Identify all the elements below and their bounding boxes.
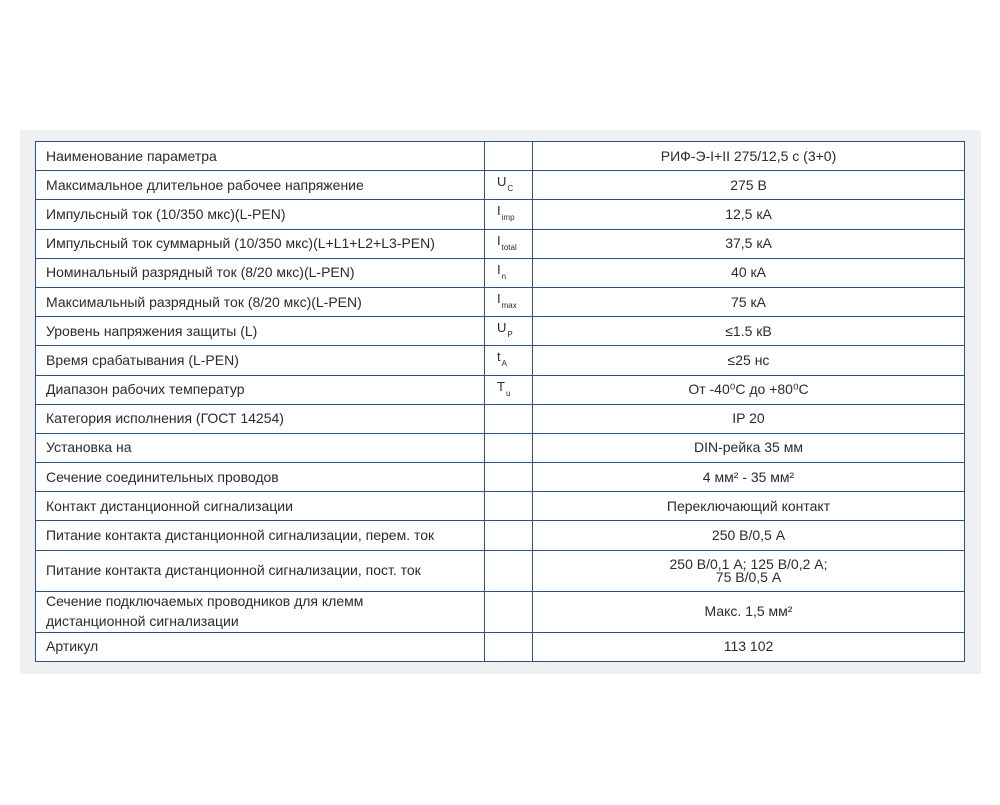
param-value: 40 кА	[533, 258, 965, 287]
symbol-letter: U	[497, 174, 507, 190]
param-value: 250 В/0,5 А	[533, 521, 965, 550]
table-row	[36, 433, 965, 462]
symbol-subscript: A	[501, 359, 507, 369]
param-value: РИФ-Э-I+II 275/12,5 с (3+0)	[533, 142, 965, 171]
table-row	[36, 142, 965, 171]
table-row	[36, 632, 965, 661]
param-name	[36, 591, 485, 632]
table-row	[36, 171, 965, 200]
param-symbol	[485, 591, 533, 632]
param-value: ≤25 нс	[533, 346, 965, 375]
param-name: Максимальное длительное рабочее напряжение	[36, 171, 485, 200]
param-name: Диапазон рабочих температур	[36, 375, 485, 404]
param-name: Контакт дистанционной сигнализации	[36, 492, 485, 521]
param-symbol	[485, 287, 533, 316]
table-row	[36, 346, 965, 375]
symbol-letter: I	[497, 261, 501, 277]
param-name: Питание контакта дистанционной сигнализации, пост. ток	[36, 550, 485, 591]
param-symbol	[485, 229, 533, 258]
param-name: Импульсный ток суммарный (10/350 мкс)(L+L1+L2+L3-PEN)	[36, 229, 485, 258]
param-name: Питание контакта дистанционной сигнализации, перем. ток	[36, 521, 485, 550]
param-symbol	[485, 492, 533, 521]
param-value: 37,5 кА	[533, 229, 965, 258]
param-value: IP 20	[533, 404, 965, 433]
param-symbol	[485, 550, 533, 591]
param-value: 275 В	[533, 171, 965, 200]
table-row	[36, 375, 965, 404]
param-value: ≤1.5 кВ	[533, 317, 965, 346]
symbol-subscript: total	[501, 242, 517, 252]
symbol-letter: I	[497, 291, 501, 307]
table-row	[36, 550, 965, 591]
symbol-letter: T	[497, 378, 505, 394]
symbol-subscript: u	[505, 388, 511, 398]
table-row	[36, 258, 965, 287]
param-value	[533, 550, 965, 591]
param-value: 4 мм² - 35 мм²	[533, 463, 965, 492]
param-symbol	[485, 258, 533, 287]
param-name: Максимальный разрядный ток (8/20 мкс)(L-PEN)	[36, 287, 485, 316]
param-symbol	[485, 346, 533, 375]
table-row	[36, 463, 965, 492]
table-row	[36, 404, 965, 433]
param-name: Импульсный ток (10/350 мкс)(L-PEN)	[36, 200, 485, 229]
param-symbol	[485, 433, 533, 462]
param-symbol	[485, 142, 533, 171]
param-name: Установка на	[36, 433, 485, 462]
param-value: От -40⁰С до +80⁰С	[533, 375, 965, 404]
table-row	[36, 521, 965, 550]
value-line: 75 В/0,5 А	[715, 568, 782, 585]
param-symbol	[485, 632, 533, 661]
symbol-subscript: max	[501, 301, 517, 311]
table-row	[36, 591, 965, 632]
param-symbol	[485, 200, 533, 229]
symbol-letter: I	[497, 203, 501, 219]
param-symbol	[485, 463, 533, 492]
symbol-subscript: imp	[501, 213, 515, 223]
param-value: Макс. 1,5 мм²	[533, 591, 965, 632]
table-row	[36, 287, 965, 316]
param-value: 12,5 кА	[533, 200, 965, 229]
param-name: Категория исполнения (ГОСТ 14254)	[36, 404, 485, 433]
param-symbol	[485, 521, 533, 550]
param-symbol	[485, 317, 533, 346]
symbol-letter: t	[497, 349, 501, 365]
table-row	[36, 492, 965, 521]
name-line: Сечение подключаемых проводников для клемм	[46, 593, 364, 610]
param-name: Сечение соединительных проводов	[36, 463, 485, 492]
param-value: 75 кА	[533, 287, 965, 316]
symbol-subscript: P	[507, 330, 513, 340]
name-line: дистанционной сигнализации	[46, 613, 239, 630]
symbol-subscript: n	[501, 271, 507, 281]
value-line: 250 В/0,1 А; 125 В/0,2 А;	[669, 555, 828, 572]
param-value: 113 102	[533, 632, 965, 661]
param-name: Артикул	[36, 632, 485, 661]
table-row	[36, 317, 965, 346]
param-symbol	[485, 375, 533, 404]
table-row	[36, 200, 965, 229]
symbol-letter: U	[497, 320, 507, 336]
param-value: DIN-рейка 35 мм	[533, 433, 965, 462]
symbol-letter: I	[497, 232, 501, 248]
param-name: Номинальный разрядный ток (8/20 мкс)(L-PEN)	[36, 258, 485, 287]
param-symbol	[485, 171, 533, 200]
table-row	[36, 229, 965, 258]
param-name: Уровень напряжения защиты (L)	[36, 317, 485, 346]
param-symbol	[485, 404, 533, 433]
param-name: Время срабатывания (L-PEN)	[36, 346, 485, 375]
symbol-subscript: C	[507, 184, 514, 194]
specifications-table	[35, 141, 965, 662]
param-name: Наименование параметра	[36, 142, 485, 171]
param-value: Переключающий контакт	[533, 492, 965, 521]
